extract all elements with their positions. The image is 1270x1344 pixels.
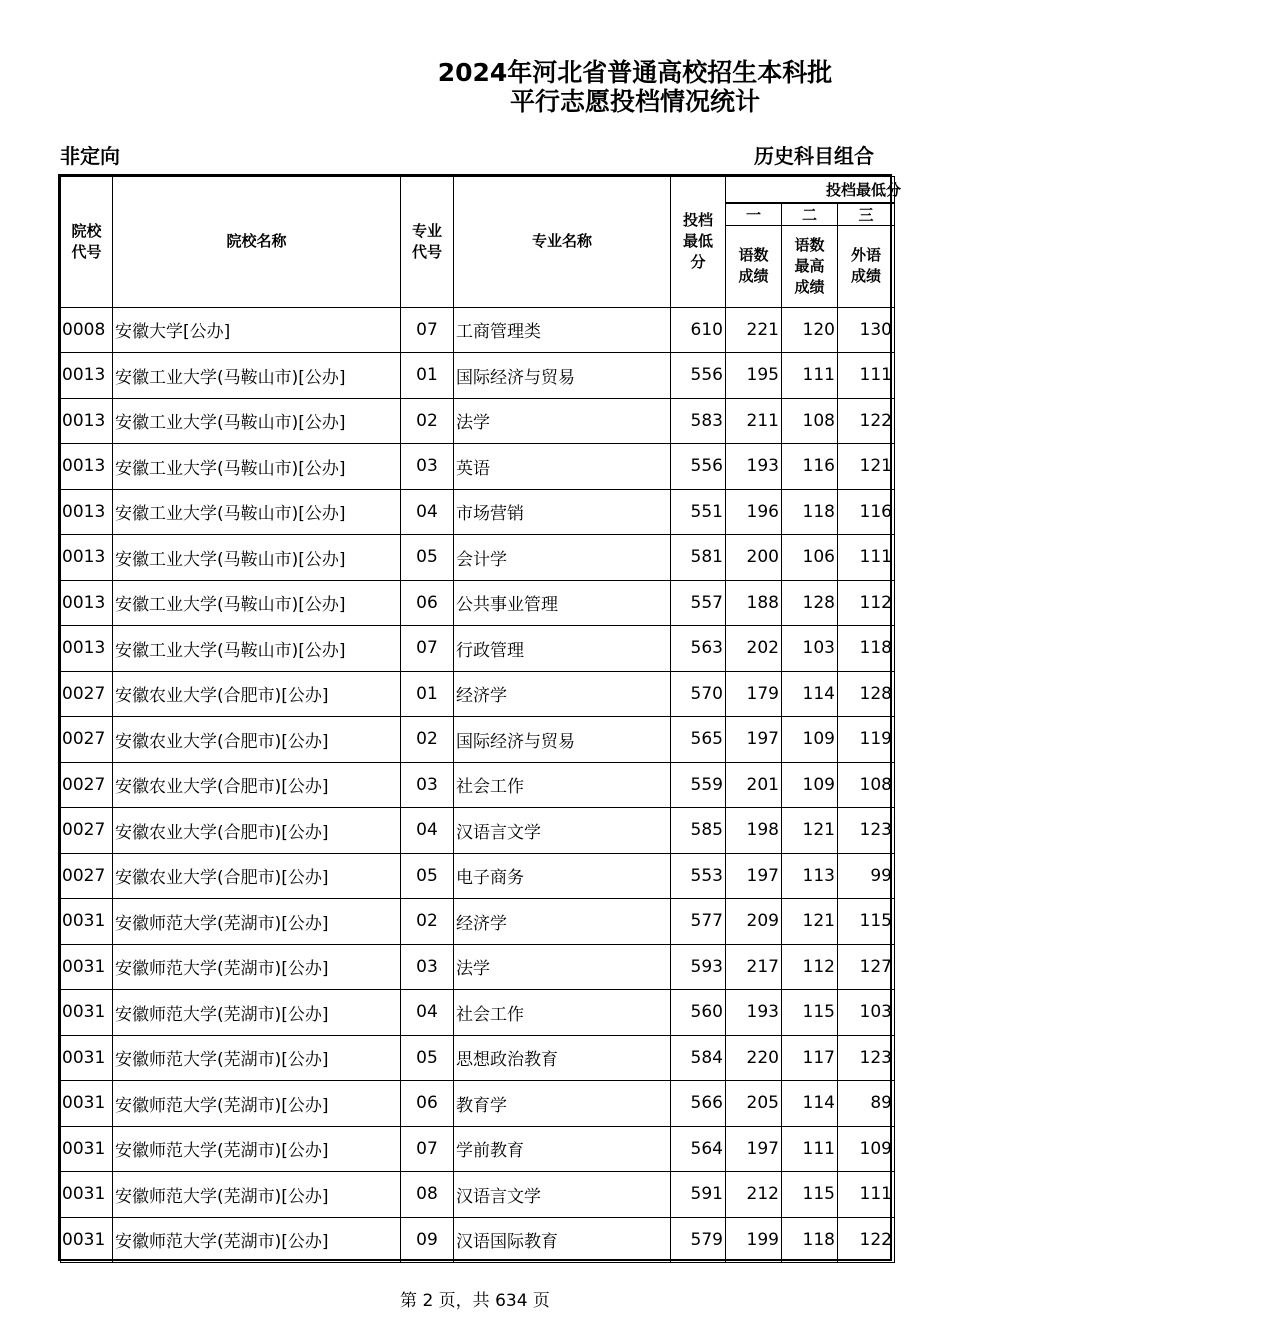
cell-school-code: 0008 — [61, 307, 113, 353]
header-min-score: 投档最低分 — [671, 177, 726, 308]
cell-chinese-math-score: 201 — [726, 762, 782, 808]
cell-major-name: 经济学 — [454, 671, 671, 717]
table-row — [61, 762, 895, 808]
cell-school-code: 0027 — [61, 671, 113, 717]
table-row — [61, 1217, 895, 1263]
cell-major-code: 05 — [401, 1035, 454, 1081]
cell-chinese-math-score: 199 — [726, 1217, 782, 1263]
cell-chinese-math-score: 197 — [726, 1126, 782, 1172]
cell-major-name: 经济学 — [454, 899, 671, 945]
cell-school-code: 0013 — [61, 398, 113, 444]
cell-major-name: 公共事业管理 — [454, 580, 671, 626]
cell-school-code: 0027 — [61, 808, 113, 854]
cell-major-code: 03 — [401, 444, 454, 490]
cell-major-name: 法学 — [454, 398, 671, 444]
table-row — [61, 444, 895, 490]
cell-min-score: 560 — [671, 990, 726, 1036]
table-row — [61, 853, 895, 899]
cell-chinese-math-score: 188 — [726, 580, 782, 626]
cell-major-name: 社会工作 — [454, 762, 671, 808]
cell-chinese-math-max-score: 118 — [782, 1217, 838, 1263]
cell-chinese-math-score: 179 — [726, 671, 782, 717]
cell-chinese-math-score: 212 — [726, 1172, 782, 1218]
cell-major-code: 01 — [401, 353, 454, 399]
cell-school-name: 安徽农业大学(合肥市)[公办] — [113, 853, 401, 899]
cell-major-code: 06 — [401, 580, 454, 626]
table-body — [61, 307, 895, 1263]
cell-foreign-language-score: 103 — [838, 990, 895, 1036]
table-row — [61, 535, 895, 581]
cell-chinese-math-score: 211 — [726, 398, 782, 444]
header-order-2: 二 — [782, 203, 838, 226]
table-row — [61, 1172, 895, 1218]
cell-chinese-math-max-score: 103 — [782, 626, 838, 672]
cell-chinese-math-max-score: 117 — [782, 1035, 838, 1081]
cell-min-score: 583 — [671, 398, 726, 444]
cell-min-score: 581 — [671, 535, 726, 581]
header-order-3: 三 — [838, 203, 895, 226]
cell-chinese-math-max-score: 109 — [782, 717, 838, 763]
cell-chinese-math-score: 195 — [726, 353, 782, 399]
cell-foreign-language-score: 130 — [838, 307, 895, 353]
table-row — [61, 808, 895, 854]
header-school-name: 院校名称 — [113, 177, 401, 308]
cell-chinese-math-score: 202 — [726, 626, 782, 672]
cell-min-score: 564 — [671, 1126, 726, 1172]
cell-school-code: 0013 — [61, 535, 113, 581]
cell-major-name: 汉语言文学 — [454, 1172, 671, 1218]
table-row — [61, 489, 895, 535]
cell-school-name: 安徽工业大学(马鞍山市)[公办] — [113, 353, 401, 399]
table-row — [61, 353, 895, 399]
header-school-code: 院校代号 — [61, 177, 113, 308]
cell-major-code: 06 — [401, 1081, 454, 1127]
cell-foreign-language-score: 121 — [838, 444, 895, 490]
cell-school-name: 安徽农业大学(合肥市)[公办] — [113, 762, 401, 808]
cell-chinese-math-max-score: 106 — [782, 535, 838, 581]
cell-foreign-language-score: 122 — [838, 398, 895, 444]
cell-school-code: 0013 — [61, 489, 113, 535]
header-order-1: 一 — [726, 203, 782, 226]
cell-chinese-math-max-score: 111 — [782, 1126, 838, 1172]
cell-major-code: 02 — [401, 398, 454, 444]
page-title-line1: 2024年河北省普通高校招生本科批 — [437, 58, 833, 87]
cell-chinese-math-max-score: 109 — [782, 762, 838, 808]
table-row — [61, 944, 895, 990]
cell-major-code: 01 — [401, 671, 454, 717]
cell-school-name: 安徽师范大学(芜湖市)[公办] — [113, 1035, 401, 1081]
table-row — [61, 1081, 895, 1127]
cell-school-name: 安徽工业大学(马鞍山市)[公办] — [113, 535, 401, 581]
cell-foreign-language-score: 128 — [838, 671, 895, 717]
cell-school-code: 0031 — [61, 1081, 113, 1127]
cell-foreign-language-score: 119 — [838, 717, 895, 763]
header-col-2: 语数最高成绩 — [782, 225, 838, 307]
table-row — [61, 671, 895, 717]
cell-chinese-math-max-score: 112 — [782, 944, 838, 990]
cell-school-name: 安徽工业大学(马鞍山市)[公办] — [113, 626, 401, 672]
cell-foreign-language-score: 111 — [838, 1172, 895, 1218]
cell-major-name: 英语 — [454, 444, 671, 490]
cell-school-code: 0031 — [61, 1172, 113, 1218]
table-row — [61, 580, 895, 626]
cell-chinese-math-max-score: 121 — [782, 808, 838, 854]
table-row — [61, 990, 895, 1036]
cell-major-code: 05 — [401, 535, 454, 581]
cell-school-name: 安徽农业大学(合肥市)[公办] — [113, 717, 401, 763]
cell-foreign-language-score: 118 — [838, 626, 895, 672]
cell-school-name: 安徽师范大学(芜湖市)[公办] — [113, 1081, 401, 1127]
cell-chinese-math-max-score: 120 — [782, 307, 838, 353]
cell-chinese-math-score: 197 — [726, 853, 782, 899]
cell-min-score: 579 — [671, 1217, 726, 1263]
cell-school-code: 0027 — [61, 853, 113, 899]
cell-major-code: 04 — [401, 489, 454, 535]
cell-school-code: 0031 — [61, 1035, 113, 1081]
cell-chinese-math-score: 197 — [726, 717, 782, 763]
cell-school-code: 0013 — [61, 580, 113, 626]
cell-school-code: 0031 — [61, 899, 113, 945]
cell-min-score: 585 — [671, 808, 726, 854]
cell-chinese-math-max-score: 113 — [782, 853, 838, 899]
cell-major-name: 汉语言文学 — [454, 808, 671, 854]
cell-min-score: 570 — [671, 671, 726, 717]
cell-min-score: 563 — [671, 626, 726, 672]
cell-school-name: 安徽师范大学(芜湖市)[公办] — [113, 1217, 401, 1263]
header-group-title: 投档最低分 — [726, 177, 895, 203]
cell-major-code: 05 — [401, 853, 454, 899]
cell-major-name: 市场营销 — [454, 489, 671, 535]
cell-major-name: 教育学 — [454, 1081, 671, 1127]
table-row — [61, 899, 895, 945]
cell-major-code: 03 — [401, 762, 454, 808]
cell-chinese-math-max-score: 116 — [782, 444, 838, 490]
cell-school-code: 0031 — [61, 944, 113, 990]
cell-school-code: 0031 — [61, 1217, 113, 1263]
cell-school-code: 0013 — [61, 444, 113, 490]
cell-foreign-language-score: 112 — [838, 580, 895, 626]
cell-chinese-math-max-score: 121 — [782, 899, 838, 945]
cell-chinese-math-max-score: 108 — [782, 398, 838, 444]
cell-major-code: 02 — [401, 717, 454, 763]
cell-min-score: 593 — [671, 944, 726, 990]
cell-major-name: 国际经济与贸易 — [454, 353, 671, 399]
subject-combination-label: 历史科目组合 — [754, 144, 874, 168]
cell-major-name: 思想政治教育 — [454, 1035, 671, 1081]
cell-major-code: 07 — [401, 307, 454, 353]
cell-foreign-language-score: 109 — [838, 1126, 895, 1172]
cell-school-code: 0027 — [61, 762, 113, 808]
cell-min-score: 557 — [671, 580, 726, 626]
cell-school-name: 安徽师范大学(芜湖市)[公办] — [113, 990, 401, 1036]
header-major-name: 专业名称 — [454, 177, 671, 308]
cell-school-name: 安徽工业大学(马鞍山市)[公办] — [113, 444, 401, 490]
cell-chinese-math-score: 205 — [726, 1081, 782, 1127]
cell-chinese-math-max-score: 128 — [782, 580, 838, 626]
cell-major-code: 02 — [401, 899, 454, 945]
cell-chinese-math-score: 220 — [726, 1035, 782, 1081]
cell-major-name: 工商管理类 — [454, 307, 671, 353]
cell-major-name: 会计学 — [454, 535, 671, 581]
page-title-line2: 平行志愿投档情况统计 — [509, 87, 760, 116]
cell-chinese-math-score: 221 — [726, 307, 782, 353]
cell-foreign-language-score: 123 — [838, 1035, 895, 1081]
header-col-1: 语数成绩 — [726, 225, 782, 307]
cell-min-score: 584 — [671, 1035, 726, 1081]
table-row — [61, 1035, 895, 1081]
cell-major-code: 07 — [401, 626, 454, 672]
cell-school-name: 安徽农业大学(合肥市)[公办] — [113, 671, 401, 717]
cell-school-name: 安徽工业大学(马鞍山市)[公办] — [113, 398, 401, 444]
cell-major-name: 社会工作 — [454, 990, 671, 1036]
cell-major-code: 03 — [401, 944, 454, 990]
cell-foreign-language-score: 111 — [838, 353, 895, 399]
cell-school-code: 0031 — [61, 990, 113, 1036]
table-row — [61, 398, 895, 444]
cell-major-name: 国际经济与贸易 — [454, 717, 671, 763]
cell-min-score: 591 — [671, 1172, 726, 1218]
cell-major-name: 法学 — [454, 944, 671, 990]
cell-chinese-math-max-score: 114 — [782, 1081, 838, 1127]
admission-table — [58, 174, 902, 1261]
cell-chinese-math-score: 196 — [726, 489, 782, 535]
cell-min-score: 577 — [671, 899, 726, 945]
cell-foreign-language-score: 89 — [838, 1081, 895, 1127]
cell-foreign-language-score: 115 — [838, 899, 895, 945]
cell-chinese-math-max-score: 118 — [782, 489, 838, 535]
cell-foreign-language-score: 108 — [838, 762, 895, 808]
cell-school-name: 安徽师范大学(芜湖市)[公办] — [113, 1172, 401, 1218]
table-row — [61, 307, 895, 353]
cell-chinese-math-max-score: 115 — [782, 990, 838, 1036]
cell-foreign-language-score: 111 — [838, 535, 895, 581]
cell-foreign-language-score: 123 — [838, 808, 895, 854]
cell-chinese-math-max-score: 114 — [782, 671, 838, 717]
table-row — [61, 1126, 895, 1172]
cell-school-name: 安徽师范大学(芜湖市)[公办] — [113, 1126, 401, 1172]
cell-min-score: 556 — [671, 444, 726, 490]
cell-chinese-math-score: 198 — [726, 808, 782, 854]
cell-foreign-language-score: 116 — [838, 489, 895, 535]
cell-major-name: 电子商务 — [454, 853, 671, 899]
cell-school-name: 安徽农业大学(合肥市)[公办] — [113, 808, 401, 854]
cell-foreign-language-score: 122 — [838, 1217, 895, 1263]
cell-chinese-math-score: 217 — [726, 944, 782, 990]
cell-min-score: 565 — [671, 717, 726, 763]
cell-school-code: 0013 — [61, 626, 113, 672]
header-major-code: 专业代号 — [401, 177, 454, 308]
header-col-3: 外语成绩 — [838, 225, 895, 307]
cell-major-code: 09 — [401, 1217, 454, 1263]
cell-chinese-math-score: 193 — [726, 990, 782, 1036]
page-footer: 第 2 页，共 634 页 — [400, 1291, 550, 1311]
cell-min-score: 610 — [671, 307, 726, 353]
category-label: 非定向 — [60, 144, 120, 168]
cell-chinese-math-max-score: 115 — [782, 1172, 838, 1218]
table-row — [61, 626, 895, 672]
cell-min-score: 551 — [671, 489, 726, 535]
table-row — [61, 717, 895, 763]
cell-min-score: 559 — [671, 762, 726, 808]
cell-school-name: 安徽师范大学(芜湖市)[公办] — [113, 899, 401, 945]
cell-major-code: 04 — [401, 990, 454, 1036]
cell-school-name: 安徽大学[公办] — [113, 307, 401, 353]
cell-major-code: 08 — [401, 1172, 454, 1218]
table-header — [61, 177, 902, 308]
cell-major-name: 学前教育 — [454, 1126, 671, 1172]
cell-min-score: 556 — [671, 353, 726, 399]
cell-school-code: 0013 — [61, 353, 113, 399]
cell-school-name: 安徽师范大学(芜湖市)[公办] — [113, 944, 401, 990]
cell-chinese-math-score: 193 — [726, 444, 782, 490]
cell-chinese-math-score: 200 — [726, 535, 782, 581]
cell-school-name: 安徽工业大学(马鞍山市)[公办] — [113, 580, 401, 626]
cell-major-name: 汉语国际教育 — [454, 1217, 671, 1263]
cell-school-code: 0031 — [61, 1126, 113, 1172]
cell-min-score: 553 — [671, 853, 726, 899]
cell-chinese-math-score: 209 — [726, 899, 782, 945]
cell-major-name: 行政管理 — [454, 626, 671, 672]
cell-min-score: 566 — [671, 1081, 726, 1127]
cell-school-code: 0027 — [61, 717, 113, 763]
cell-major-code: 04 — [401, 808, 454, 854]
cell-major-code: 07 — [401, 1126, 454, 1172]
cell-school-name: 安徽工业大学(马鞍山市)[公办] — [113, 489, 401, 535]
cell-foreign-language-score: 127 — [838, 944, 895, 990]
cell-foreign-language-score: 99 — [838, 853, 895, 899]
cell-chinese-math-max-score: 111 — [782, 353, 838, 399]
